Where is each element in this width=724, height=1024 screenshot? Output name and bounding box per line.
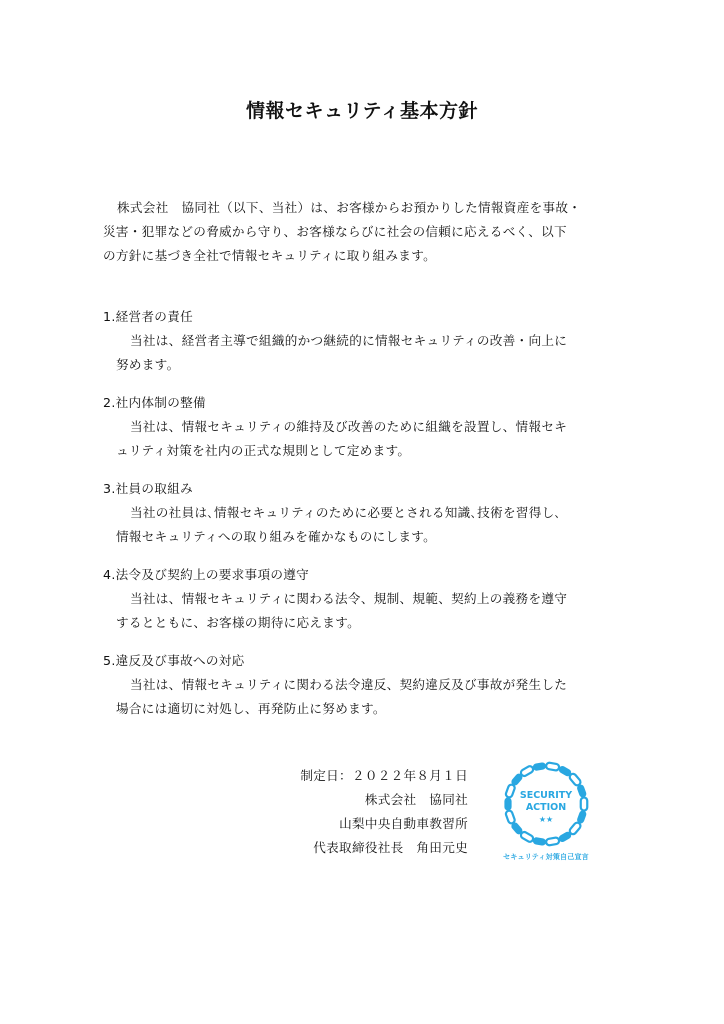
intro-line: 災害・犯罪などの脅威から守り、お客様ならびに社会の信頼に応えるべく、以下 (103, 224, 567, 239)
policy-section-3 (103, 477, 633, 563)
chain-link (505, 810, 516, 824)
representative-name: 代表取締役社長 角田元史 (313, 840, 468, 855)
chain-link (577, 811, 585, 823)
enactment-date: 制定日：２０２２年８月１日 (300, 768, 468, 783)
section-text: 当社は、経営者主導で組織的かつ継続的に情報セキュリティの改善・向上に (130, 333, 568, 348)
policy-section-1 (103, 305, 633, 391)
intro-line: の方針に基づき全社で情報セキュリティに取り組みます。 (103, 248, 436, 263)
chain-link (505, 784, 516, 798)
policy-section-5 (103, 649, 633, 735)
section-text: 場合には適切に対処し、再発防止に努めます。 (116, 701, 386, 716)
section-text: 当社は、情報セキュリティに関わる法令違反、契約違反及び事故が発生した (130, 677, 568, 692)
school-name: 山梨中央自動車教習所 (339, 816, 468, 831)
section-text: 情報セキュリティへの取り組みを確かなものにします。 (116, 529, 437, 544)
chain-link (559, 832, 571, 842)
page-title: 情報セキュリティ基本方針 (245, 100, 479, 122)
section-text: 努めます。 (116, 357, 180, 372)
section-heading: 2.社内体制の整備 (103, 395, 206, 410)
section-heading: 3.社員の取組み (103, 481, 193, 496)
signature-block (300, 764, 468, 860)
badge-line1: SECURITY (519, 790, 573, 801)
chain-link (577, 785, 585, 797)
chain-link (559, 766, 571, 776)
section-text: 当社は、情報セキュリティに関わる法令、規制、規範、契約上の義務を遵守 (130, 591, 568, 606)
badge-stars: ★★ (538, 815, 554, 824)
badge-caption: セキュリティ対策自己宣言 (503, 853, 589, 861)
policy-sections (103, 305, 633, 735)
policy-section-2 (103, 391, 633, 477)
chain-link (534, 763, 546, 770)
policy-section-4 (103, 563, 633, 649)
section-heading: 4.法令及び契約上の要求事項の遵守 (103, 567, 310, 582)
intro-line: 株式会社 協同社（以下、当社）は、お客様からお預かりした情報資産を事故・ (117, 200, 582, 215)
chain-link (546, 762, 560, 771)
chain-link (506, 799, 511, 810)
intro-paragraph (103, 196, 633, 268)
section-text: 当社の社員は､情報セキュリティのために必要とされる知識､技術を習得し､ (130, 505, 562, 520)
chain-link (511, 823, 522, 835)
chain-link (581, 798, 588, 811)
section-heading: 5.違反及び事故への対応 (103, 653, 245, 668)
section-text: するとともに、お客様の期待に応えます。 (116, 615, 360, 630)
company-name: 株式会社 協同社 (364, 792, 468, 807)
badge-line2: ACTION (525, 802, 567, 813)
chain-link (568, 773, 581, 787)
chain-link (534, 838, 546, 845)
section-text: ュリティ対策を社内の正式な規則として定めます。 (116, 443, 411, 458)
section-heading: 1.経営者の責任 (103, 309, 193, 324)
chain-link (511, 774, 522, 786)
chain-link (520, 765, 535, 777)
section-text: 当社は、情報セキュリティの維持及び改善のために組織を設置し、情報セキ (130, 419, 568, 434)
chain-link (546, 837, 560, 846)
